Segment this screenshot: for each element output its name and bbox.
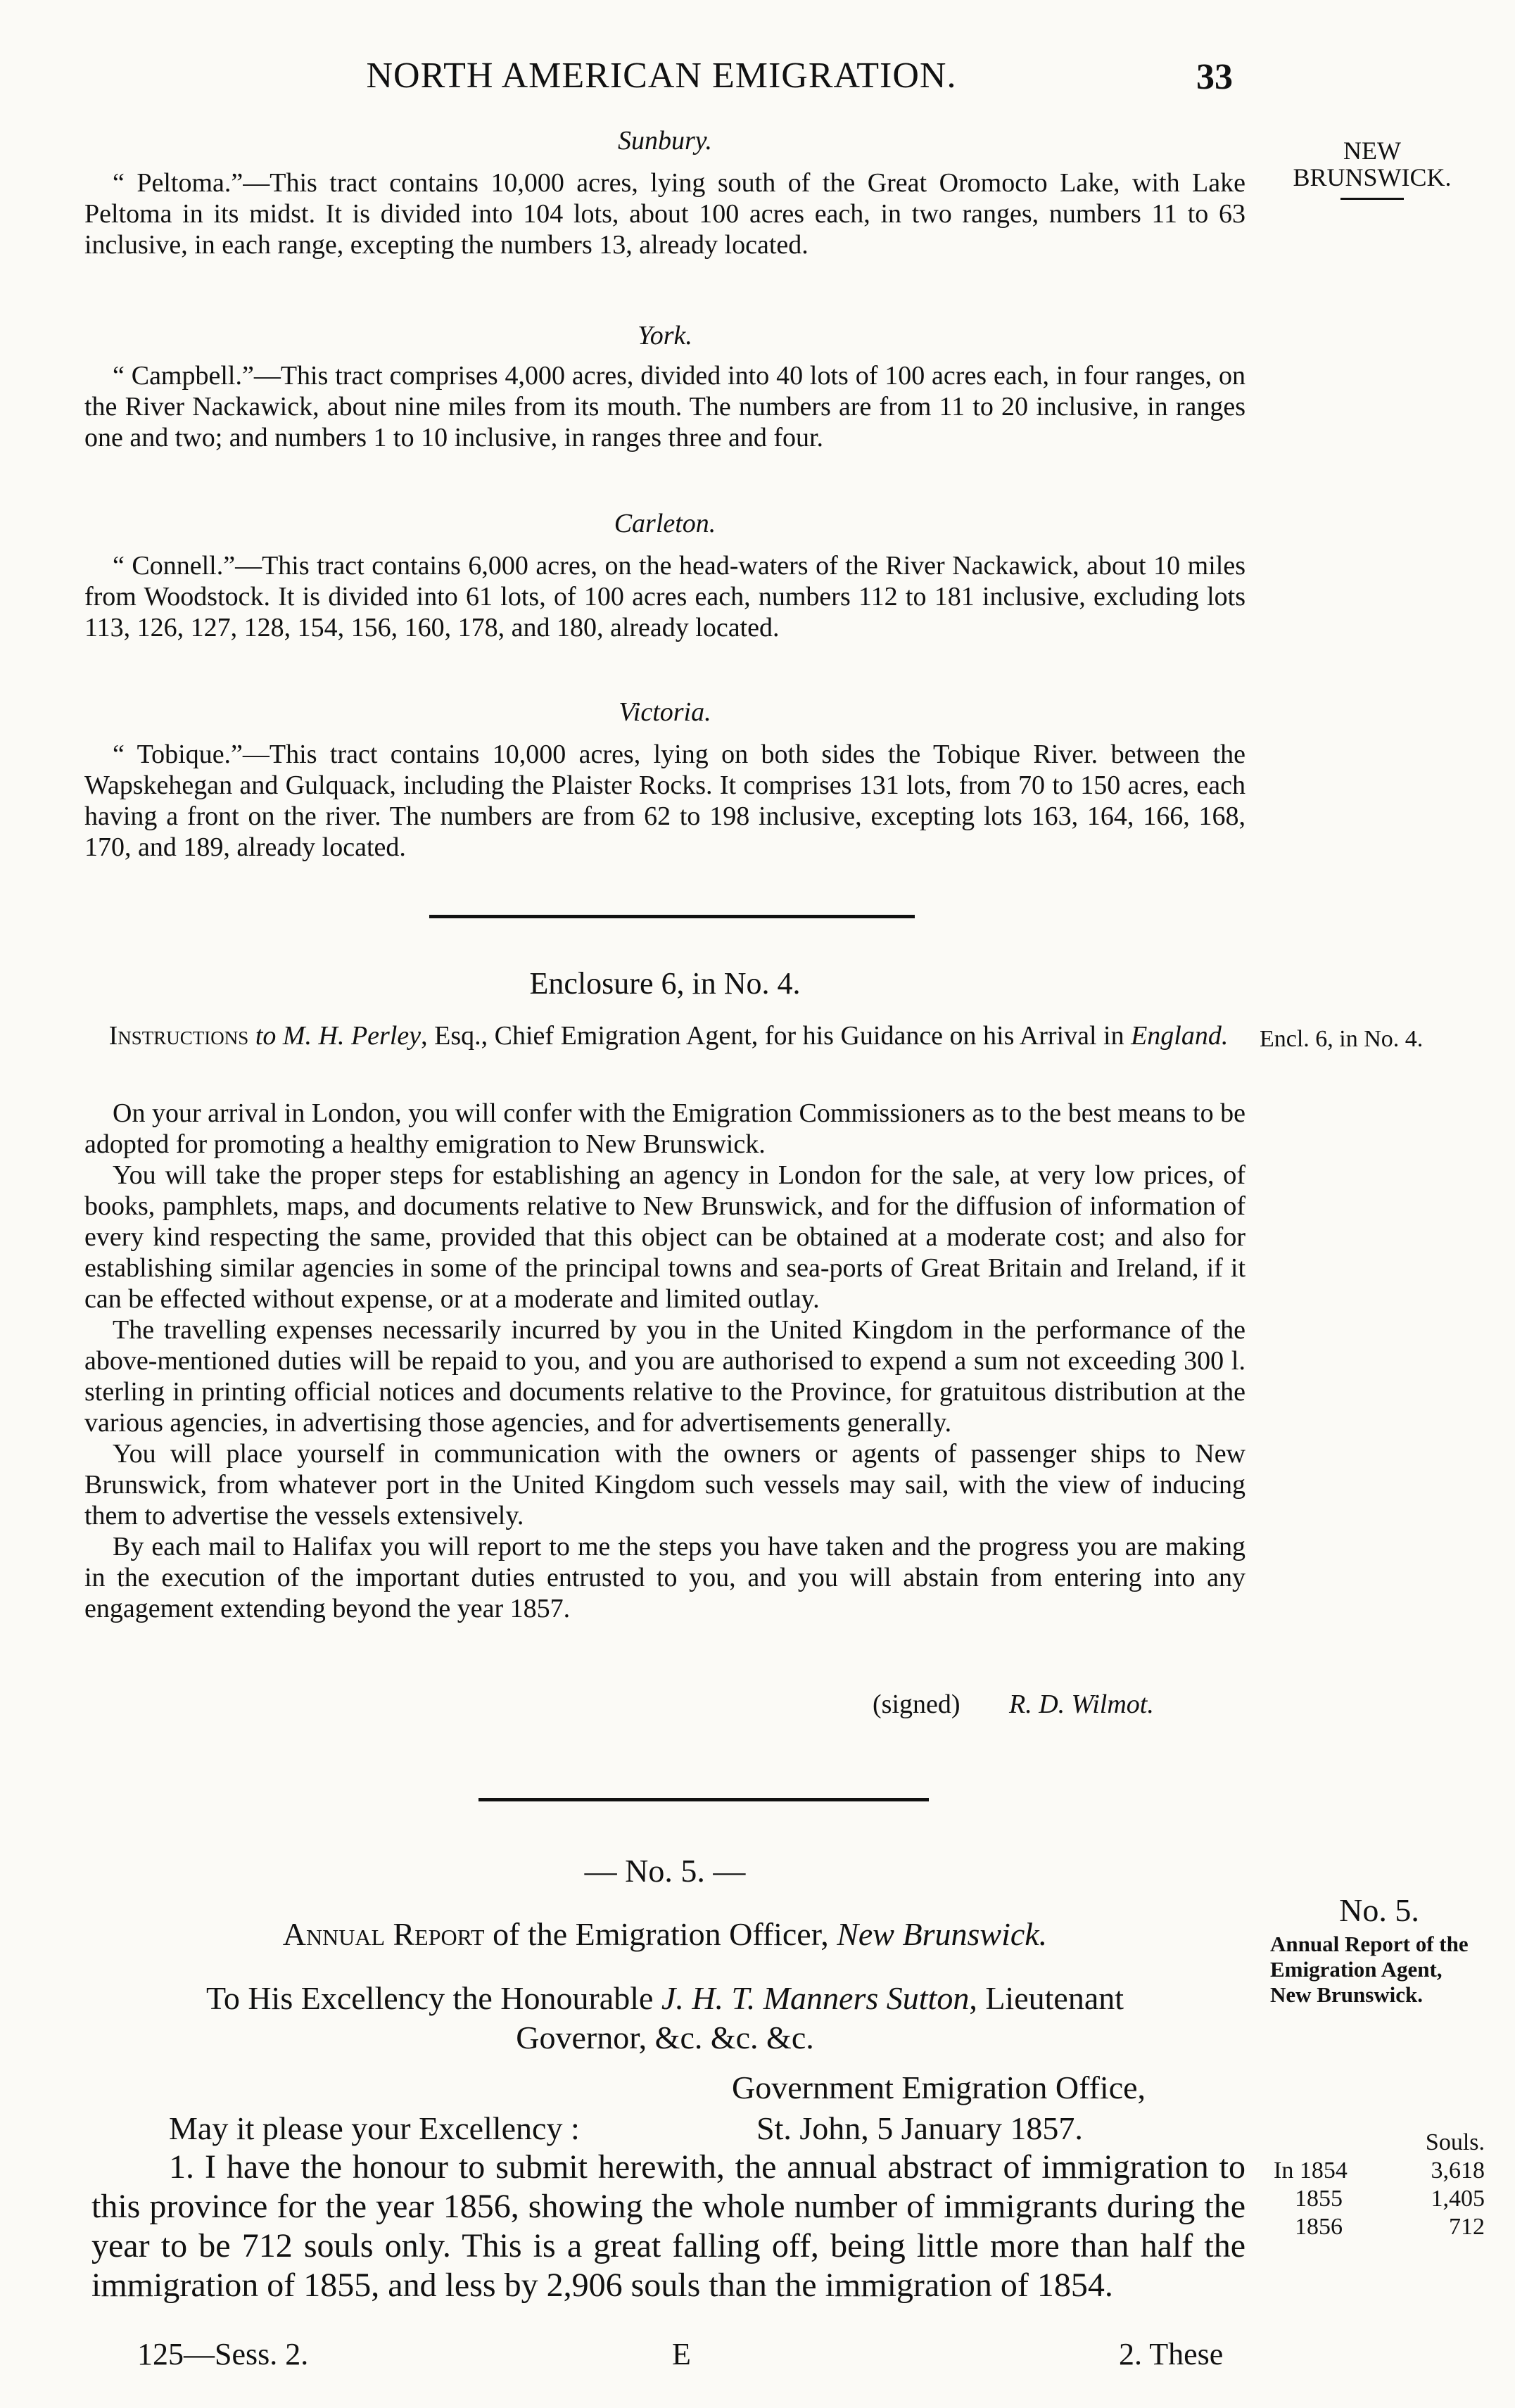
stats-row: 1856 712: [1295, 2214, 1485, 2240]
footer-session: 125—Sess. 2.: [137, 2337, 309, 2371]
section-divider: [429, 915, 915, 918]
county-heading-victoria: Victoria.: [619, 697, 711, 727]
county-heading-carleton: Carleton.: [614, 509, 716, 538]
no5-heading: — No. 5. —: [584, 1853, 746, 1889]
stats-row: In 1854 3,618: [1274, 2157, 1485, 2184]
enclosure-title: Instructions to M. H. Perley, Esq., Chief Emigration Agent, for his Guidance on his Arrival in England.: [108, 1021, 1229, 1051]
section-divider-2: [478, 1798, 929, 1801]
salutation: May it please your Excellency :: [169, 2110, 580, 2146]
immigration-stats: Souls. In 1854 3,618 1855 1,405 1856 712: [1267, 2129, 1492, 2241]
footer-signature-mark: E: [672, 2337, 691, 2371]
margin-no5-desc: Annual Report of the Emigration Agent, New Brunswick.: [1270, 1932, 1469, 2007]
county-heading-york: York.: [638, 321, 692, 350]
tract-connell: “ Connell.”—This tract contains 6,000 acres, on the head-waters of the River Nackawick, about 10 miles from Woodstock. It is divided into 61 lots, of 100 acres each, numbers 112 to 181 inclusive, excluding lots 113, 126, 127, 128, 154, 156, 160, 178, and 180, already located.: [84, 551, 1245, 642]
margin-province: NEW BRUNSWICK.: [1260, 137, 1485, 200]
county-heading-sunbury: Sunbury.: [617, 126, 713, 156]
no5-title: Annual Report of the Emigration Officer, New Brunswick.: [282, 1916, 1048, 1952]
page-number: 33: [1196, 57, 1233, 97]
report-paragraph: 1. I have the honour to submit herewith, the annual abstract of immigration to this province for the year 1856, showing the whole number of immigrants during the year to be 712 souls only. This is a great falling off, being little more than half the immigration of 1855, and less by 2,906 souls than the immigration of 1854.: [91, 2148, 1245, 2304]
tract-tobique: “ Tobique.”—This tract contains 10,000 acres, lying on both sides the Tobique River. between the Wapskehegan and Gulquack, including the Plaister Rocks. It comprises 131 lots, from 70 to 150 acres, each having a front on the river. The numbers are from 62 to 198 inclusive, excepting lots 163, 164, 166, 168, 170, and 189, already located.: [84, 740, 1245, 862]
tract-campbell: “ Campbell.”—This tract comprises 4,000 acres, divided into 40 lots of 100 acres each, in four ranges, on the River Nackawick, about nine miles from its mouth. The numbers are from 11 to 20 inclusive, in ranges one and two; and numbers 1 to 10 inclusive, in ranges three and four.: [84, 361, 1245, 452]
signature: (signed) R. D. Wilmot.: [873, 1690, 1154, 1719]
enclosure-heading: Enclosure 6, in No. 4.: [529, 966, 801, 1001]
tract-peltoma: “ Peltoma.”—This tract contains 10,000 acres, lying south of the Great Oromocto Lake, with Lake Peltoma in its midst. It is divided into 104 lots, about 100 acres each, in two ranges, numbers 11 to 63 inclusive, in each range, excepting the numbers 13, already located.: [84, 168, 1245, 260]
footer-catchword: 2. These: [1119, 2337, 1224, 2371]
enclosure-instructions: On your arrival in London, you will confer with the Emigration Commissioners as to the best means to be adopted for promoting a healthy emigration to New Brunswick. You will take the proper steps for establishing an agency in London for the sale, at very low prices, of books, pamphlets, maps, and documents relative to New Brunswick, and for the diffusion of information of every kind respecting the same, provided that this object can be obtained at a moderate cost; and also for establishing similar agencies in some of the principal towns and sea-ports of Great Britain and Ireland, if it can be effected without expense, or at a moderate and limited outlay. The travelling expenses necessarily incurred by you in the United Kingdom in the performance of the above-mentioned duties will be repaid to you, and you are authorised to expend a sum not exceeding 300 l. sterling in printing official notices and documents relative to the Province, for gratuitous distribution at the various agencies, in advertising those agencies, and for advertisements generally. You will place yourself in communication with the owners or agents of passenger ships to New Brunswick, from whatever port in the United Kingdom such vessels may sail, with the view of inducing them to advertise the vessels extensively. By each mail to Halifax you will report to me the steps you have taken and the progress you are making in the execution of the important duties entrusted to you, and you will abstain from entering into any engagement extending beyond the year 1857.: [84, 1098, 1245, 1623]
margin-divider: [1340, 198, 1404, 200]
running-title: NORTH AMERICAN EMIGRATION.: [366, 56, 957, 96]
office-date: St. John, 5 January 1857.: [756, 2110, 1083, 2146]
stats-row: 1855 1,405: [1295, 2186, 1485, 2212]
margin-no5-title: No. 5.: [1339, 1892, 1419, 1928]
no5-address: To His Excellency the Honourable J. H. T. Manners Sutton, Lieutenant Governor, &c. &c. &c.: [205, 1980, 1124, 2055]
margin-enclosure-note: Encl. 6, in No. 4.: [1260, 1026, 1424, 1052]
office-line: Government Emigration Office,: [732, 2070, 1146, 2105]
